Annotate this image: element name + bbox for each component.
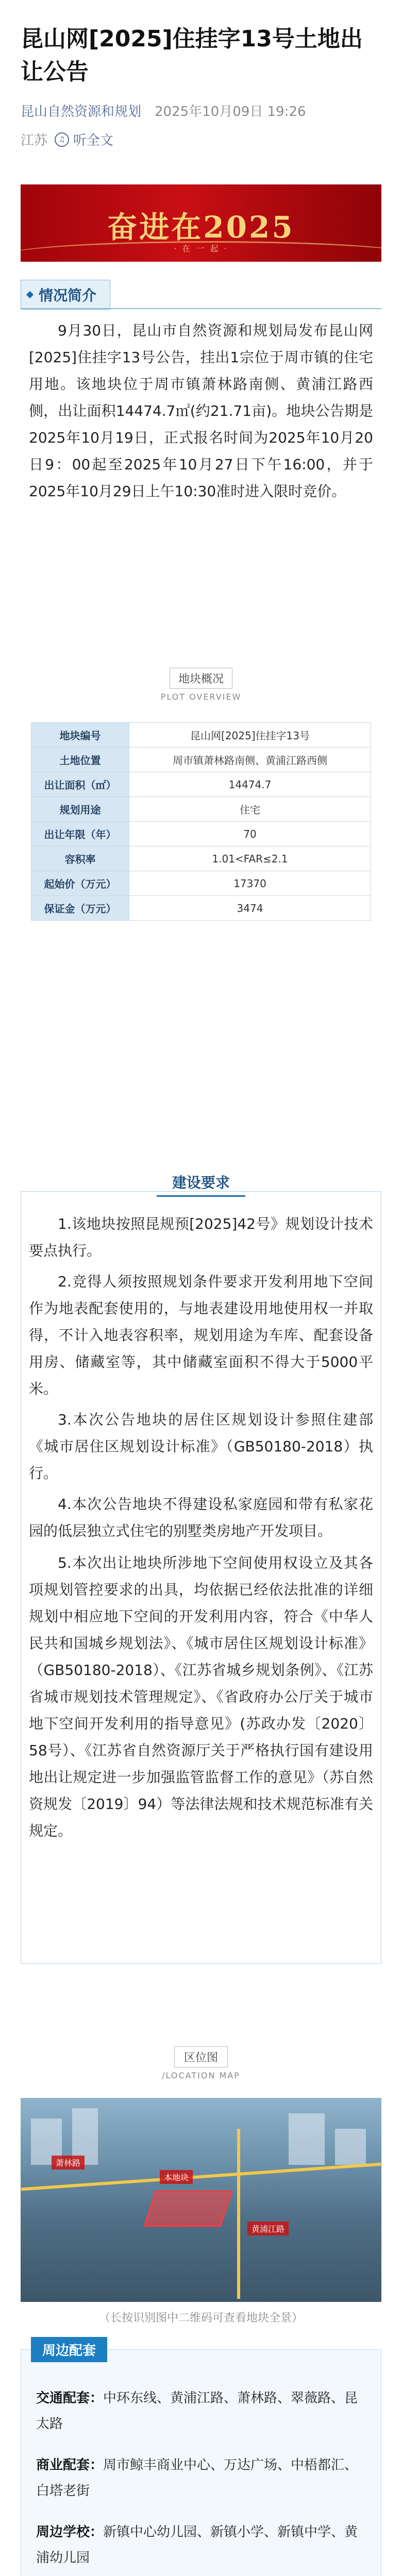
intro-divider bbox=[21, 308, 381, 309]
surroundings-key: 商业配套： bbox=[36, 2458, 104, 2473]
surroundings-item bbox=[36, 2519, 366, 2571]
publish-location: 江苏 bbox=[21, 133, 48, 148]
location-tag-cn: 区位图 bbox=[174, 2046, 228, 2067]
account-name-link[interactable]: 昆山自然资源和规划 bbox=[21, 104, 142, 120]
location-map-tag bbox=[119, 2046, 283, 2080]
table-key: 容积率 bbox=[31, 846, 129, 871]
surroundings-value: 中环东线、黄浦江路、萧林路、翠薇路、昆太路 bbox=[36, 2391, 358, 2432]
construction-item: 3.本次公告地块的居住区规划设计参照住建部《城市居住区规划设计标准》（GB50180-2018）执行。 bbox=[29, 1411, 373, 1482]
construction-item: 2.竞得人须按照规划条件要求开发利用地下空间作为地表配套使用的，与地表建设用地使用权一并取得，不计入地表容积率，规划用途为车库、配套设备用房、储藏室等，其中储藏室面积不得大于5000平米。 bbox=[29, 1273, 373, 1397]
intro-paragraph: 9月30日，昆山市自然资源和规划局发布昆山网[2025]住挂字13号公告，挂出1宗位于周市镇的住宅用地。该地块位于周市镇萧林路南侧、黄浦江路西侧，出让面积14474.7㎡(约21.71亩)。地块公告期是2025年10月19日，正式报名时间为2025年10月20日9：00起至2025年10月27日下午16:00，并于2025年10月29日上午10:30准时进入限时竞价。 bbox=[29, 322, 373, 500]
construction-heading bbox=[21, 1168, 381, 1197]
construction-heading-label: 建设要求 bbox=[157, 1168, 245, 1197]
table-key: 地块编号 bbox=[31, 723, 129, 748]
banner-subtitle: · 在 一 起 · bbox=[174, 244, 228, 253]
table-value: 周市镇萧林路南侧、黄浦江路西侧 bbox=[129, 748, 371, 772]
construction-item: 1.该地块按照昆规预[2025]42号》规划设计技术要点执行。 bbox=[29, 1215, 373, 1259]
map-building bbox=[335, 2129, 366, 2165]
publish-date: 2025年10月09日 19:26 bbox=[155, 104, 306, 120]
article-title: 昆山网[2025]住挂字13号土地出让公告 bbox=[21, 26, 363, 85]
surroundings-value: 新镇中心幼儿园、新镇小学、新镇中学、黄浦幼儿园 bbox=[36, 2524, 358, 2566]
listen-label: 听全文 bbox=[73, 133, 114, 148]
surroundings-key: 交通配套： bbox=[36, 2391, 104, 2406]
table-row bbox=[31, 772, 371, 797]
map-plot-area bbox=[144, 2191, 233, 2227]
article-meta bbox=[21, 101, 381, 120]
table-key: 土地位置 bbox=[31, 748, 129, 772]
table-value: 昆山网[2025]住挂字13号 bbox=[129, 723, 371, 748]
intro-heading bbox=[21, 281, 381, 308]
table-value: 17370 bbox=[129, 871, 371, 896]
table-row bbox=[31, 846, 371, 871]
table-row bbox=[31, 896, 371, 921]
map-road bbox=[237, 2129, 240, 2299]
surroundings-key: 周边学校： bbox=[36, 2524, 104, 2540]
map-building bbox=[289, 2113, 325, 2165]
map-label-road: 萧林路 bbox=[52, 2156, 85, 2170]
headphones-icon: ♫ bbox=[55, 132, 69, 147]
table-key: 保证金（万元） bbox=[31, 896, 129, 921]
location-map-image[interactable] bbox=[21, 2098, 381, 2302]
article-meta-2 bbox=[21, 130, 113, 149]
surroundings-item bbox=[36, 2385, 366, 2437]
map-label-road: 黄浦江路 bbox=[247, 2222, 289, 2235]
location-tag-en: /LOCATION MAP bbox=[162, 2071, 240, 2080]
table-key: 起始价（万元） bbox=[31, 871, 129, 896]
surroundings-heading: 周边配套 bbox=[31, 2337, 107, 2362]
table-row bbox=[31, 723, 371, 748]
plot-tag-cn: 地块概况 bbox=[170, 668, 232, 689]
table-value: 14474.7 bbox=[129, 772, 371, 797]
table-key: 规划用途 bbox=[31, 797, 129, 822]
table-value: 70 bbox=[129, 822, 371, 846]
banner-image bbox=[21, 184, 381, 262]
map-caption: （长按识别图中二维码可查看地块全景） bbox=[98, 2312, 303, 2325]
table-row bbox=[31, 871, 371, 896]
table-key: 出让面积（㎡） bbox=[31, 772, 129, 797]
table-row bbox=[31, 748, 371, 772]
surroundings-item bbox=[36, 2452, 366, 2504]
surroundings-value: 周市鲸丰商业中心、万达广场、中梧都汇、白塔老街 bbox=[36, 2458, 358, 2499]
table-value: 住宅 bbox=[129, 797, 371, 822]
table-row bbox=[31, 797, 371, 822]
table-key: 出让年限（年） bbox=[31, 822, 129, 846]
construction-item: 4.本次公告地块不得建设私家庭园和带有私家花园的低层独立式住宅的别墅类房地产开发项目。 bbox=[29, 1496, 373, 1539]
intro-heading-label: 情况简介 bbox=[21, 280, 110, 310]
construction-item: 5.本次出让地块所涉地下空间使用权设立及其各项规划管控要求的出具，均依据已经依法批准的详细规划中相应地下空间的开发利用内容，符合《中华人民共和国城乡规划法》、《城市居住区规划设计标准》（GB50180-2018）、《江苏省城乡规划条例》、《江苏省城市规划技术管理规定》、《省政府办公厅关于城市地下空间开发利用的指导意见》(苏政办发〔2020〕58号）、《江苏省自然资源厅关于严格执行国有建设用地出让规定进一步加强监管监督工作的意见》（苏自然资规发〔2019〕94）等法律法规和技术规范标准有关规定。 bbox=[29, 1554, 373, 1839]
listen-button[interactable] bbox=[55, 130, 113, 149]
plot-overview-table bbox=[31, 722, 371, 921]
table-row bbox=[31, 822, 371, 846]
table-value: 3474 bbox=[129, 896, 371, 921]
banner-slogan: 奋进在2025 bbox=[107, 210, 295, 245]
map-label-plot: 本地块 bbox=[160, 2170, 193, 2184]
plot-overview-tag bbox=[124, 668, 278, 702]
plot-tag-en: PLOT OVERVIEW bbox=[160, 692, 242, 702]
table-value: 1.01<FAR≤2.1 bbox=[129, 846, 371, 871]
